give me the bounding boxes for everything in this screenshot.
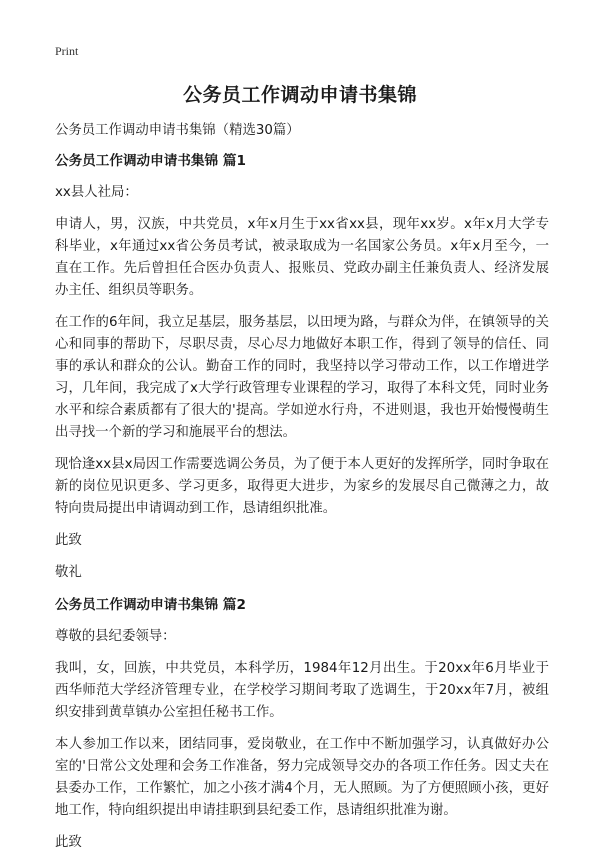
- section-2: [55, 594, 549, 854]
- document-subtitle: 公务员工作调动申请书集锦（精选30篇）: [55, 123, 300, 138]
- paragraph: 在工作的6年间，我立足基层，服务基层，以田埂为路，与群众为伴，在镇领导的关心和同事的帮助下，尽职尽责，尽心尽力地做好本职工作，得到了领导的信任、同事的承认和群众的公认。勤奋工作的同时，我坚持以学习带动工作，以工作增进学习，几年间，我完成了x大学行政管理专业课程的学习，取得了本科文凭，同时业务水平和综合素质都有了很大的'提高。学如逆水行舟，不进则退，我也开始慢慢萌生出寻找一个新的学习和施展平台的想法。: [55, 315, 549, 440]
- closing-line: 敬礼: [55, 565, 82, 580]
- document-content: [55, 120, 549, 864]
- closing-line: 此致: [55, 835, 82, 850]
- closing-line: 此致: [55, 533, 82, 548]
- document-title: 公务员工作调动申请书集锦: [182, 84, 417, 106]
- salutation: 尊敬的县纪委领导：: [55, 629, 176, 644]
- section-heading: 公务员工作调动申请书集锦 篇2: [55, 597, 246, 613]
- paragraph: 本人参加工作以来，团结同事，爱岗敬业，在工作中不断加强学习，认真做好办公室的'日常公文处理和会务工作准备，努力完成领导交办的各项工作任务。因丈夫在县委办工作，工作繁忙，加之小孩才满4个月，无人照顾。为了方便照顾小孩，更好地工作，特向组织提出申请挂职到县纪委工作，恳请组织批准为谢。: [55, 737, 549, 818]
- print-label: Print: [55, 44, 79, 58]
- section-1: [55, 150, 549, 584]
- salutation: xx县人社局：: [55, 185, 138, 200]
- paragraph: 申请人，男，汉族，中共党员，x年x月生于xx省xx县，现年xx岁。x年x月大学专科毕业，x年通过xx省公务员考试，被录取成为一名国家公务员。x年x月至今，一直在工作。先后曾担任合医办负责人、报账员、党政办副主任兼负责人、经济发展办主任、组织员等职务。: [55, 217, 549, 298]
- paragraph: 我叫，女，回族，中共党员，本科学历，1984年12月出生。于20xx年6月毕业于西华师范大学经济管理专业，在学校学习期间考取了选调生，于20xx年7月，被组织安排到黄草镇办公室担任秘书工作。: [55, 661, 549, 720]
- section-heading: 公务员工作调动申请书集锦 篇1: [55, 153, 246, 169]
- paragraph: 现恰逢xx县x局因工作需要选调公务员，为了便于本人更好的发挥所学，同时争取在新的岗位见识更多、学习更多，取得更大进步，为家乡的发展尽自己微薄之力，故特向贵局提出申请调动到工作，恳请组织批准。: [55, 457, 549, 516]
